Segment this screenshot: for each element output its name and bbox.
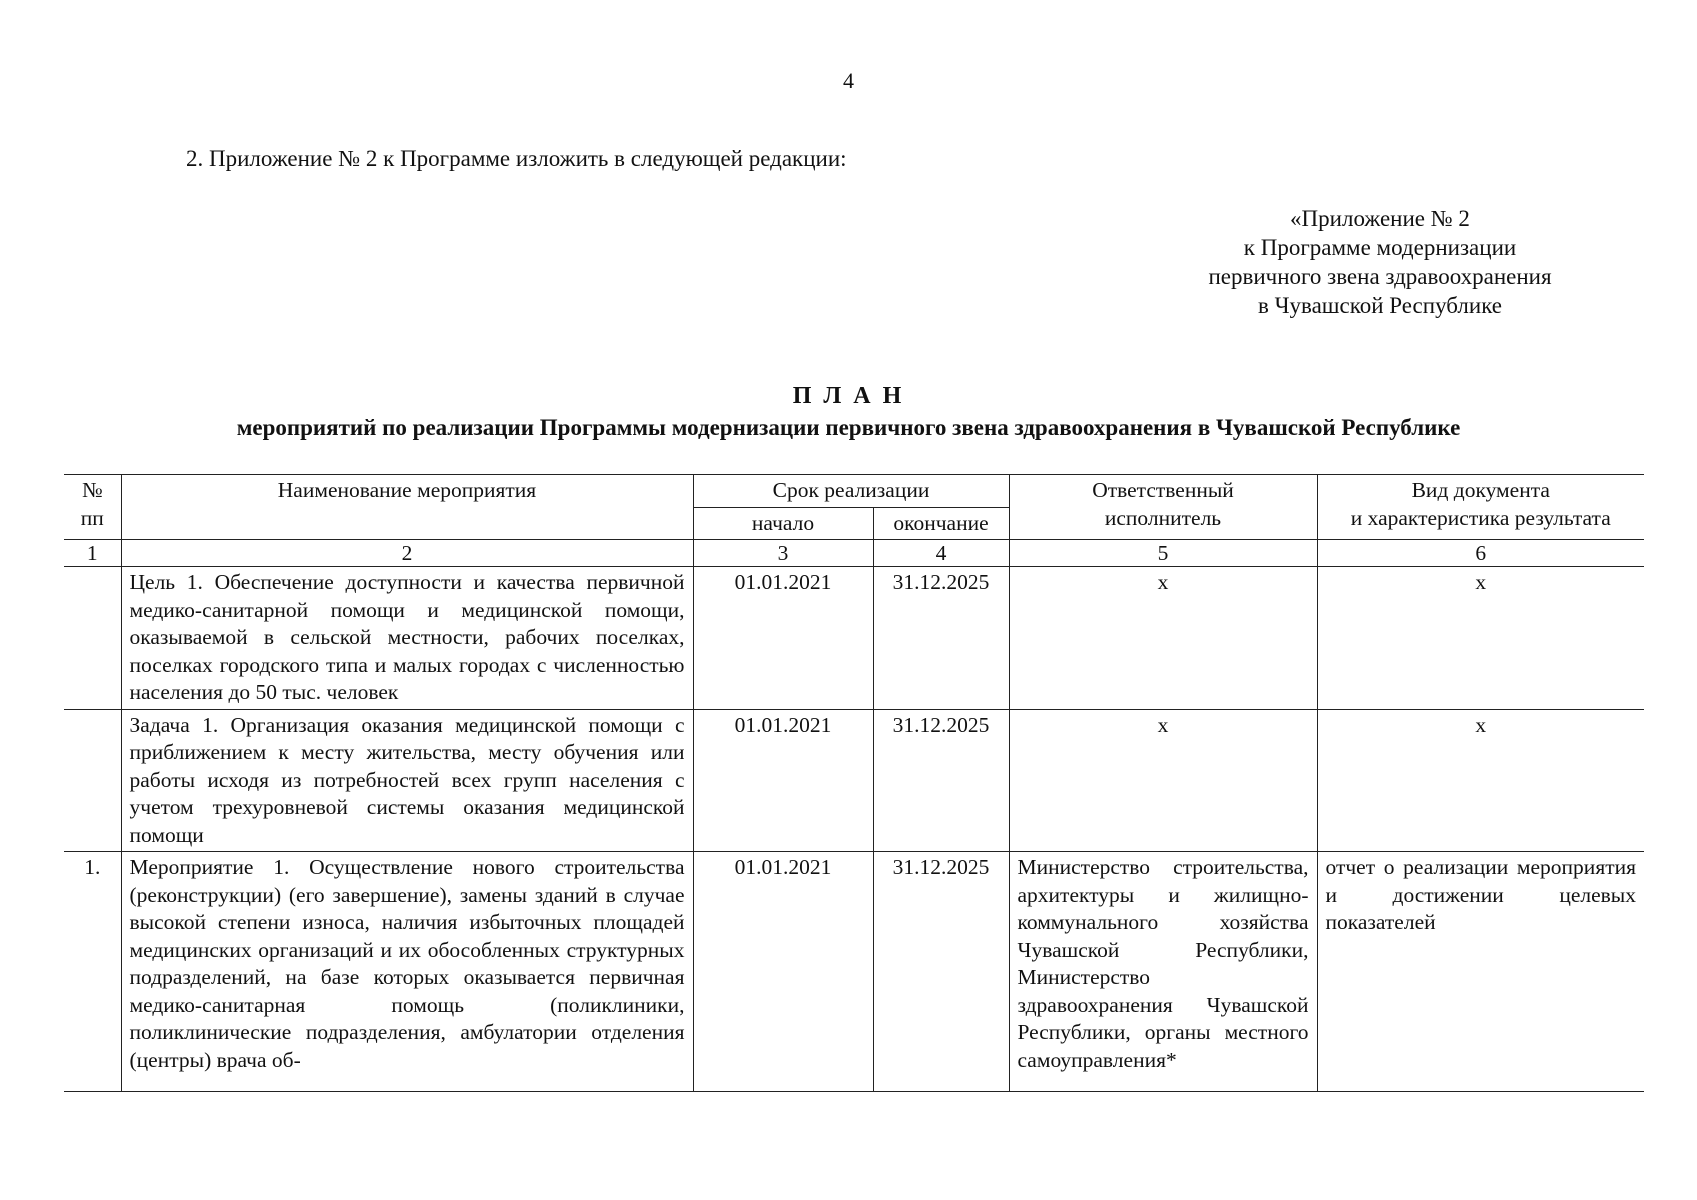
table-row (64, 852, 1644, 1092)
header-document (1317, 475, 1644, 540)
column-numbers-row (64, 540, 1644, 567)
header-start: начало (693, 507, 873, 540)
column-number: 2 (121, 540, 693, 567)
row-start: 01.01.2021 (693, 567, 873, 710)
plan-subtitle: мероприятий по реализации Программы модернизации первичного звена здравоохранения в Чувашской Республике (236, 415, 1461, 440)
row-name: Цель 1. Обеспечение доступности и качества первичной медико-санитарной помощи и медицинской помощи, оказываемой в сельской местности, рабочих поселках, поселках городского типа и малых городах с численностью населения до 50 тыс. человек (121, 567, 693, 710)
row-start: 01.01.2021 (693, 852, 873, 1092)
header-num-line: пп (80, 505, 104, 530)
header-document-line: и характеристика результата (1350, 505, 1611, 530)
row-name: Мероприятие 1. Осуществление нового строительства (реконструкции) (его завершение), замены зданий в случае высокой степени износа, наличия избыточных площадей медицинских организаций и их обособленных структурных подразделений, на базе которых оказывается первичная медико-санитарная помощь (поликлиники, поликлинические подразделения, амбулатории отделения (центры) врача об- (121, 852, 693, 1092)
header-responsible-line: Ответственный (1092, 478, 1234, 502)
appendix-heading (1140, 204, 1620, 320)
header-responsible-line: исполнитель (1104, 505, 1222, 530)
header-num-line: № (81, 478, 103, 502)
header-responsible (1009, 475, 1317, 540)
appendix-line: в Чувашской Республике (1257, 293, 1502, 318)
row-number (64, 709, 121, 852)
column-number: 4 (873, 540, 1009, 567)
header-document-line: Вид документа (1411, 478, 1550, 502)
row-responsible: х (1009, 567, 1317, 710)
row-document: х (1317, 567, 1644, 710)
row-number (64, 567, 121, 710)
header-period: Срок реализации (693, 475, 1009, 508)
column-number: 5 (1009, 540, 1317, 567)
row-document: х (1317, 709, 1644, 852)
header-num (64, 475, 121, 540)
column-number: 1 (64, 540, 121, 567)
column-number: 3 (693, 540, 873, 567)
intro-paragraph: 2. Приложение № 2 к Программе изложить в следующей редакции: (186, 146, 847, 171)
row-end: 31.12.2025 (873, 567, 1009, 710)
row-document: отчет о реализации мероприятия и достижении целевых показателей (1317, 852, 1644, 1092)
row-start: 01.01.2021 (693, 709, 873, 852)
appendix-line: первичного звена здравоохранения (1208, 264, 1552, 289)
page-number: 4 (843, 68, 854, 93)
row-name: Задача 1. Организация оказания медицинской помощи с приближением к месту жительства, месту обучения или работы исходя из потребностей всех групп населения с учетом трехуровневой системы оказания медицинской помощи (121, 709, 693, 852)
row-end: 31.12.2025 (873, 852, 1009, 1092)
column-number: 6 (1317, 540, 1644, 567)
header-name: Наименование мероприятия (121, 475, 693, 540)
appendix-line: «Приложение № 2 (1290, 206, 1470, 231)
header-end: окончание (873, 507, 1009, 540)
plan-title: П Л А Н (792, 383, 905, 409)
row-end: 31.12.2025 (873, 709, 1009, 852)
table-row (64, 567, 1644, 710)
row-responsible: Министерство строительства, архитектуры и жилищно-коммунального хозяйства Чувашской Республики, Министерство здравоохранения Чувашской Республики, органы местного самоуправления* (1009, 852, 1317, 1092)
table-row (64, 709, 1644, 852)
plan-table (64, 474, 1644, 1092)
row-number: 1. (64, 852, 121, 1092)
appendix-line: к Программе модернизации (1243, 235, 1517, 260)
row-responsible: х (1009, 709, 1317, 852)
